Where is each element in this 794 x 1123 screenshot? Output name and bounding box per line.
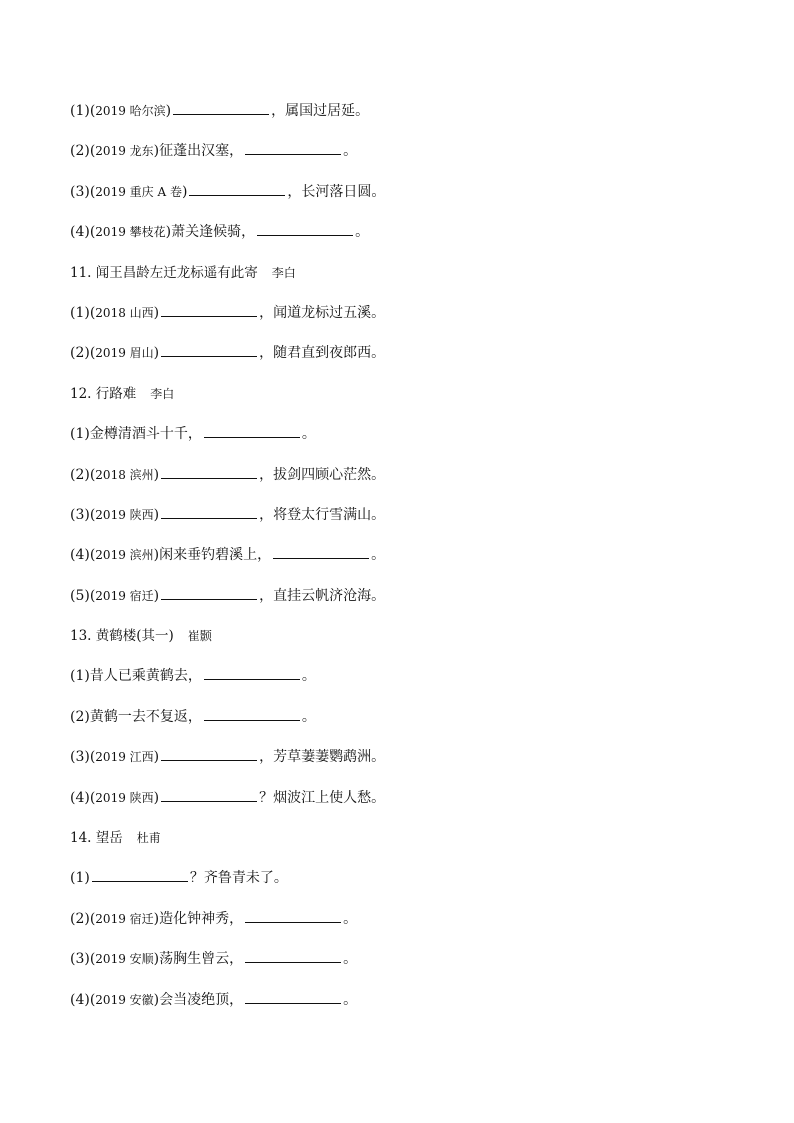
fill-blank-item	[70, 583, 730, 623]
answer-blank[interactable]	[273, 544, 369, 559]
item-suffix: 。	[301, 708, 316, 725]
item-text: )	[153, 587, 160, 604]
item-text: )	[153, 789, 160, 806]
answer-blank[interactable]	[161, 464, 257, 479]
fill-blank-item	[70, 502, 730, 542]
item-suffix: ？齐鲁青未了。	[189, 870, 288, 887]
fill-blank-item	[70, 906, 730, 946]
item-suffix: 。	[343, 991, 358, 1008]
fill-blank-item	[70, 542, 730, 582]
poem-title: 14. 望岳	[70, 830, 123, 847]
item-prefix: (3)(	[70, 749, 96, 766]
answer-blank[interactable]	[245, 989, 341, 1004]
item-text: )会当凌绝顶，	[153, 991, 244, 1008]
item-prefix: (1)(	[70, 103, 96, 119]
item-text: )征蓬出汉塞，	[153, 143, 244, 160]
item-text: )闲来垂钓碧溪上，	[153, 547, 272, 564]
fill-blank-item	[70, 421, 730, 461]
fill-blank-item	[70, 987, 730, 1027]
answer-blank[interactable]	[204, 423, 300, 438]
item-suffix: ，随君直到夜郎西。	[259, 345, 386, 362]
exam-source: 2019 龙东	[95, 144, 154, 159]
exam-source: 2019 宿迁	[95, 911, 154, 926]
item-text: )	[181, 183, 188, 200]
fill-blank-item	[70, 663, 730, 703]
poem-author: 李白	[271, 265, 296, 280]
poem-author: 崔颢	[187, 629, 212, 644]
fill-blank-item	[70, 340, 730, 380]
answer-blank[interactable]	[204, 706, 300, 721]
item-prefix: (4)(	[70, 789, 96, 806]
item-suffix: ，属国过居延。	[271, 103, 370, 119]
exam-source: 2019 安顺	[95, 952, 154, 967]
answer-blank[interactable]	[245, 948, 341, 963]
item-suffix: 。	[371, 547, 386, 564]
fill-blank-item	[70, 785, 730, 825]
fill-blank-item	[70, 219, 730, 259]
item-text: )造化钟神秀，	[153, 910, 244, 927]
document-page	[70, 98, 730, 1027]
item-suffix: 。	[301, 426, 316, 443]
item-suffix: ，闻道龙标过五溪。	[259, 304, 386, 321]
item-prefix: (2)(	[70, 910, 96, 927]
exam-source: 2019 安徽	[95, 992, 154, 1007]
item-suffix: ，长河落日圆。	[287, 183, 386, 200]
item-prefix: (2)(	[70, 143, 96, 160]
exam-source: 2019 江西	[95, 750, 154, 765]
answer-blank[interactable]	[173, 100, 269, 115]
poem-heading	[70, 623, 730, 663]
item-suffix: 。	[355, 224, 370, 241]
question-list	[70, 98, 730, 1027]
poem-heading	[70, 825, 730, 865]
exam-source: 2019 攀枝花	[95, 225, 166, 240]
item-suffix: ，将登太行雪满山。	[259, 506, 386, 523]
answer-blank[interactable]	[245, 140, 341, 155]
item-prefix: (4)(	[70, 224, 96, 241]
fill-blank-item	[70, 98, 730, 138]
answer-blank[interactable]	[161, 302, 257, 317]
exam-source: 2019 宿迁	[95, 588, 154, 603]
fill-blank-item	[70, 300, 730, 340]
item-prefix: (1)	[70, 870, 90, 887]
poem-author: 杜甫	[136, 831, 161, 846]
fill-blank-item	[70, 462, 730, 502]
exam-source: 2018 山西	[95, 305, 154, 320]
item-suffix: ，直挂云帆济沧海。	[259, 587, 386, 604]
poem-heading	[70, 381, 730, 421]
item-prefix: (2)黄鹤一去不复返，	[70, 708, 202, 725]
answer-blank[interactable]	[161, 746, 257, 761]
fill-blank-item	[70, 704, 730, 744]
exam-source: 2019 陕西	[95, 790, 154, 805]
fill-blank-item	[70, 946, 730, 986]
exam-source: 2019 眉山	[95, 346, 154, 361]
item-text: )	[153, 506, 160, 523]
item-suffix: ？烟波江上使人愁。	[259, 789, 386, 806]
exam-source: 2019 陕西	[95, 507, 154, 522]
item-suffix: 。	[343, 143, 358, 160]
item-prefix: (3)(	[70, 506, 96, 523]
poem-title: 12. 行路难	[70, 385, 137, 402]
item-prefix: (2)(	[70, 345, 96, 362]
item-prefix: (4)(	[70, 991, 96, 1008]
answer-blank[interactable]	[161, 787, 257, 802]
item-prefix: (5)(	[70, 587, 96, 604]
answer-blank[interactable]	[161, 504, 257, 519]
item-prefix: (3)(	[70, 951, 96, 968]
poem-author: 李白	[150, 386, 175, 401]
item-suffix: ，拔剑四顾心茫然。	[259, 466, 386, 483]
item-text: )荡胸生曾云，	[153, 951, 244, 968]
item-text: )	[165, 103, 172, 119]
item-prefix: (4)(	[70, 547, 96, 564]
item-prefix: (1)昔人已乘黄鹤去，	[70, 668, 202, 685]
answer-blank[interactable]	[245, 908, 341, 923]
fill-blank-item	[70, 744, 730, 784]
item-text: )	[153, 304, 160, 321]
answer-blank[interactable]	[161, 342, 257, 357]
poem-heading	[70, 260, 730, 300]
item-suffix: 。	[343, 951, 358, 968]
item-suffix: 。	[343, 910, 358, 927]
poem-title: 11. 闻王昌龄左迁龙标遥有此寄	[70, 264, 258, 281]
exam-source: 2019 重庆 A 卷	[95, 184, 182, 199]
answer-blank[interactable]	[204, 665, 300, 680]
poem-title: 13. 黄鹤楼(其一)	[70, 628, 174, 645]
fill-blank-item	[70, 179, 730, 219]
item-text: )	[153, 345, 160, 362]
exam-source: 2019 滨州	[95, 548, 154, 563]
item-prefix: (1)(	[70, 304, 96, 321]
item-prefix: (3)(	[70, 183, 96, 200]
item-suffix: ，芳草萋萋鹦鹉洲。	[259, 749, 386, 766]
answer-blank[interactable]	[189, 181, 285, 196]
fill-blank-item	[70, 865, 730, 905]
answer-blank[interactable]	[92, 867, 188, 882]
item-text: )萧关逢候骑，	[165, 224, 256, 241]
answer-blank[interactable]	[161, 585, 257, 600]
fill-blank-item	[70, 138, 730, 178]
item-prefix: (2)(	[70, 466, 96, 483]
item-text: )	[153, 749, 160, 766]
answer-blank[interactable]	[257, 221, 353, 236]
exam-source: 2019 哈尔滨	[95, 104, 166, 118]
item-text: )	[153, 466, 160, 483]
item-suffix: 。	[301, 668, 316, 685]
item-prefix: (1)金樽清酒斗十千，	[70, 426, 202, 443]
exam-source: 2018 滨州	[95, 467, 154, 482]
